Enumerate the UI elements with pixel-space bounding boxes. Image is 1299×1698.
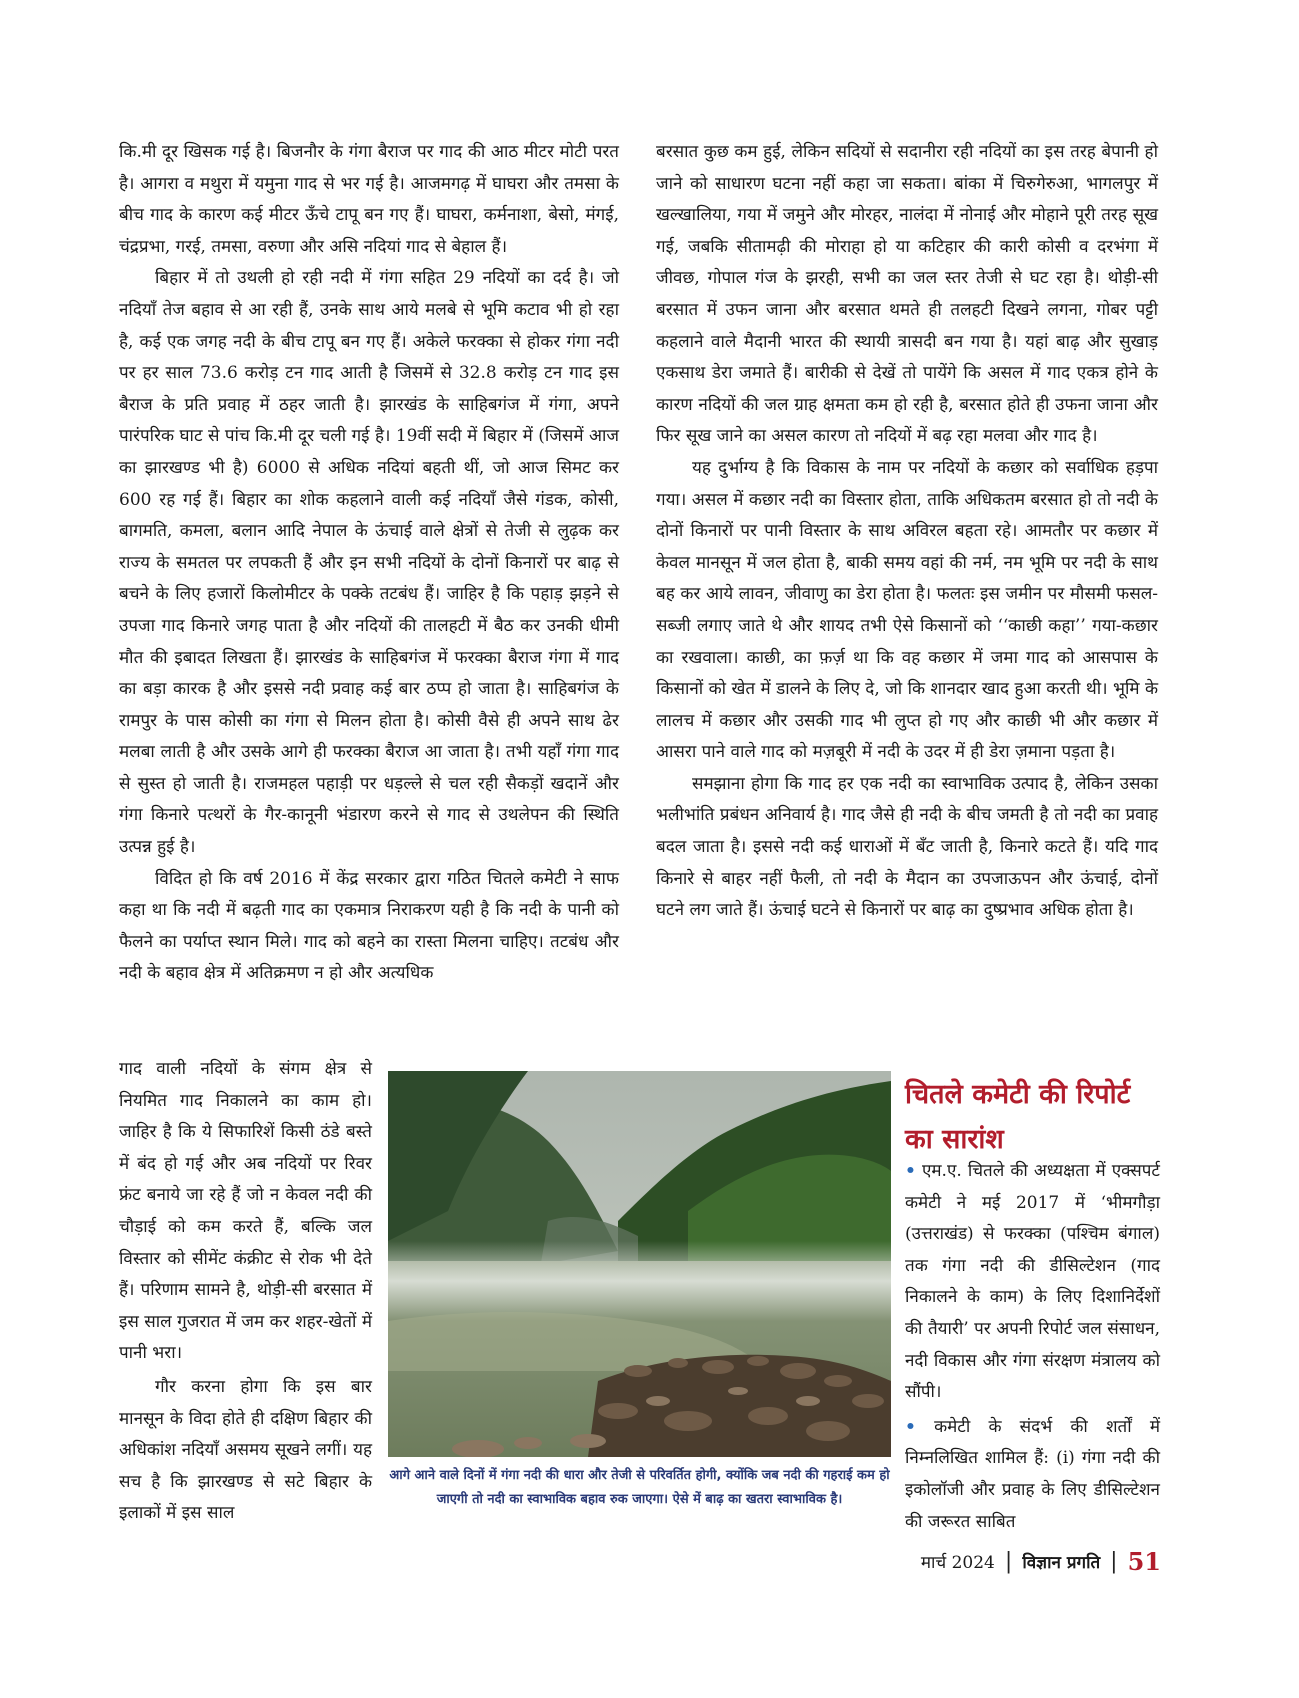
paragraph: गाद वाली नदियों के संगम क्षेत्र से नियमित गाद निकालने का काम हो। जाहिर है कि ये सिफारिशें किसी ठंडे बस्ते में बंद हो गई और अब नदियों पर रिवर फ्रंट बनाये जा रहे हैं जो न केवल नदी की चौड़ाई को कम करते हैं, बल्कि जल विस्तार को सीमेंट कंक्रीट से रोक भी देते हैं। परिणाम सामने है, थोड़ी-सी बरसात में इस साल गुजरात में जम कर शहर-खेतों में पानी भरा। — [119, 1059, 372, 1364]
river-photo — [388, 1071, 891, 1457]
sidebar-item-text: कमेटी के संदर्भ की शर्तों में निम्नलिखित शामिल हैं: (i) गंगा नदी की इकोलॉजी और प्रवाह के लिए डीसिल्टेशन की जरूरत साबित — [905, 1416, 1160, 1532]
magazine-name: विज्ञान प्रगति — [1022, 1553, 1101, 1573]
paragraph: समझाना होगा कि गाद हर एक नदी का स्वाभाविक उत्पाद है, लेकिन उसका भलीभांति प्रबंधन अनिवार्य है। गाद जैसे ही नदी के बीच जमती है तो नदी का प्रवाह बदल जाता है। इससे नदी कई धाराओं में बँट जाती है, किनारे कटते हैं। यदि गाद किनारे से बाहर नहीं फैली, तो नदी के मैदान का उपजाऊपन और ऊंचाई, दोनों घटने लग जाते हैं। ऊंचाई घटने से किनारों पर बाढ़ का दुष्प्रभाव अधिक होता है। — [656, 773, 1158, 921]
paragraph: बिहार में तो उथली हो रही नदी में गंगा सहित 29 नदियों का दर्द है। जो नदियाँ तेज बहाव से आ रही हैं, उनके साथ आये मलबे से भूमि कटाव भी हो रहा है, कई एक जगह नदी के बीच टापू बन गए हैं। अकेले फरक्का से होकर गंगा नदी पर हर साल 73.6 करोड़ टन गाद आती है जिसमें से 32.8 करोड़ टन गाद इस बैराज के प्रति प्रवाह में ठहर जाती है। झारखंड के साहिबगंज में गंगा, अपने पारंपरिक घाट से पांच कि.मी दूर चली गई है। 19वीं सदी में बिहार में (जिसमें आज का झारखण्ड भी है) 6000 से अधिक नदियां बहती थीं, जो आज सिमट कर 600 रह गई हैं। बिहार का शोक कहलाने वाली कई नदियाँ जैसे गंडक, कोसी, बागमति, कमला, बलान आदि नेपाल के ऊंचाई वाले क्षेत्रों से तेजी से लुढ़क कर राज्य के समतल पर लपकती हैं और इन सभी नदियों के दोनों किनारों पर बाढ़ से बचने के लिए हजारों किलोमीटर के पक्के तटबंध हैं। जाहिर है कि पहाड़ झड़ने से उपजा गाद किनारे जगह पाता है और नदियों की तालहटी में बैठ कर उनकी धीमी मौत की इबादत लिखता हैं। झारखंड के साहिबगंज में फरक्का बैराज गंगा में गाद का बड़ा कारक है और इससे नदी प्रवाह कई बार ठप्प हो जाता है। साहिबगंज के रामपुर के पास कोसी का गंगा से मिलन होता है। कोसी वैसे ही अपने साथ ढेर मलबा लाती है और उसके आगे ही फरक्का बैराज आ जाता है। तभी यहाँ गंगा गाद से सुस्त हो जाती है। राजमहल पहाड़ी पर धड़ल्ले से चल रही सैकड़ों खदानें और गंगा किनारे पत्थरों के गैर-कानूनी भंडारण करने से गाद से उथलेपन की स्थिति उत्पन्न हुई है। — [119, 268, 619, 858]
bullet-icon: • — [905, 1161, 916, 1181]
issue-date: मार्च 2024 — [920, 1553, 995, 1573]
page-footer — [921, 1547, 1161, 1576]
photo-caption: आगे आने वाले दिनों में गंगा नदी की धारा और तेजी से परिवर्तित होगी, क्योंकि जब नदी की गहराई कम हो जाएगी तो नदी का स्वाभाविक बहाव रुक जाएगा। ऐसे में बाढ़ का खतरा स्वाभाविक है। — [389, 1468, 890, 1507]
right-column — [656, 137, 1158, 927]
left-column-bottom — [119, 1054, 372, 1530]
paragraph: विदित हो कि वर्ष 2016 में केंद्र सरकार द्वारा गठित चितले कमेटी ने साफ कहा था कि नदी में बढ़ती गाद का एकमात्र निराकरण यही है कि नदी के पानी को फैलने का पर्याप्त स्थान मिले। गाद को बहने का रास्ता मिलना चाहिए। तटबंध और नदी के बहाव क्षेत्र में अतिक्रमण न हो और अत्यधिक — [119, 868, 619, 984]
sidebar-item-text: एम.ए. चितले की अध्यक्षता में एक्सपर्ट कमेटी ने मई 2017 में ‘भीमगौड़ा (उत्तराखंड) से फरक्का (पश्चिम बंगाल) तक गंगा नदी की डीसिल्टेशन (गाद निकालने के काम) के लिए दिशानिर्देशों की तैयारी’ पर अपनी रिपोर्ट जल संसाधन, नदी विकास और गंगा संरक्षण मंत्रालय को सौंपी। — [905, 1161, 1161, 1403]
paragraph: कि.मी दूर खिसक गई है। बिजनौर के गंगा बैराज पर गाद की आठ मीटर मोटी परत है। आगरा व मथुरा में यमुना गाद से भर गई है। आजमगढ़ में घाघरा और तमसा के बीच गाद के कारण कई मीटर ऊँचे टापू बन गए हैं। घाघरा, कर्मनाशा, बेसो, मंगई, चंद्रप्रभा, गरई, तमसा, वरुणा और असि नदियां गाद से बेहाल हैं। — [119, 142, 619, 257]
paragraph: गौर करना होगा कि इस बार मानसून के विदा होते ही दक्षिण बिहार की अधिकांश नदियाँ असमय सूखने लगीं। यह सच है कि झारखण्ड से सटे बिहार के इलाकों में इस साल — [119, 1376, 372, 1524]
sidebar-list-item — [905, 1156, 1160, 1409]
bullet-icon: • — [905, 1416, 916, 1437]
sidebar-heading: चितले कमेटी की रिपोर्ट का सारांश — [905, 1079, 1131, 1155]
sidebar-list-item — [905, 1412, 1160, 1538]
left-column — [119, 137, 619, 990]
sidebar-body — [905, 1156, 1160, 1541]
river-landscape-image — [388, 1071, 891, 1457]
footer-separator: | — [1110, 1549, 1118, 1574]
page-number: 51 — [1127, 1547, 1161, 1576]
paragraph: बरसात कुछ कम हुई, लेकिन सदियों से सदानीरा रही नदियों का इस तरह बेपानी हो जाने को साधारण घटना नहीं कहा जा सकता। बांका में चिरुगेरुआ, भागलपुर में खल्खालिया, गया में जमुने और मोरहर, नालंदा में नोनाई और मोहाने पूरी तरह सूख गई, जबकि सीतामढ़ी की मोराहा हो या कटिहार की कारी कोसी व दरभंगा में जीवछ, गोपाल गंज के झरही, सभी का जल स्तर तेजी से घट रहा है। थोड़ी-सी बरसात में उफन जाना और बरसात थमते ही तलहटी दिखने लगना, गोबर पट्टी कहलाने वाले मैदानी भारत की स्थायी त्रासदी बन गया है। यहां बाढ़ और सुखाड़ एकसाथ डेरा जमाते हैं। बारीकी से देखें तो पायेंगे कि असल में गाद एकत्र होने के कारण नदियों की जल ग्राह क्षमता कम हो रही है, बरसात होते ही उफना जाना और फिर सूख जाने का असल कारण तो नदियों में बढ़ रहा मलवा और गाद है। — [656, 142, 1158, 447]
paragraph: यह दुर्भाग्य है कि विकास के नाम पर नदियों के कछार को सर्वाधिक हड़पा गया। असल में कछार नदी का विस्तार होता, ताकि अधिकतम बरसात हो तो नदी के दोनों किनारों पर पानी विस्तार के साथ अविरल बहता रहे। आमतौर पर कछार में केवल मानसून में जल होता है, बाकी समय वहां की नर्म, नम भूमि पर नदी के साथ बह कर आये लावन, जीवाणु का डेरा होता है। फलतः इस जमीन पर मौसमी फसल-सब्जी लगाए जाते थे और शायद तभी ऐसे किसानों को ‘‘काछी कहा’’ गया-कछार का रखवाला। काछी, का फ़र्ज़ था कि वह कछार में जमा गाद को आसपास के किसानों को खेत में डालने के लिए दे, जो कि शानदार खाद हुआ करती थी। भूमि के लालच में कछार और उसकी गाद भी लुप्त हो गए और काछी भी और कछार में आसरा पाने वाले गाद को मज़बूरी में नदी के उदर में ही डेरा ज़माना पड़ता है। — [656, 457, 1158, 763]
footer-separator: | — [1004, 1549, 1013, 1574]
